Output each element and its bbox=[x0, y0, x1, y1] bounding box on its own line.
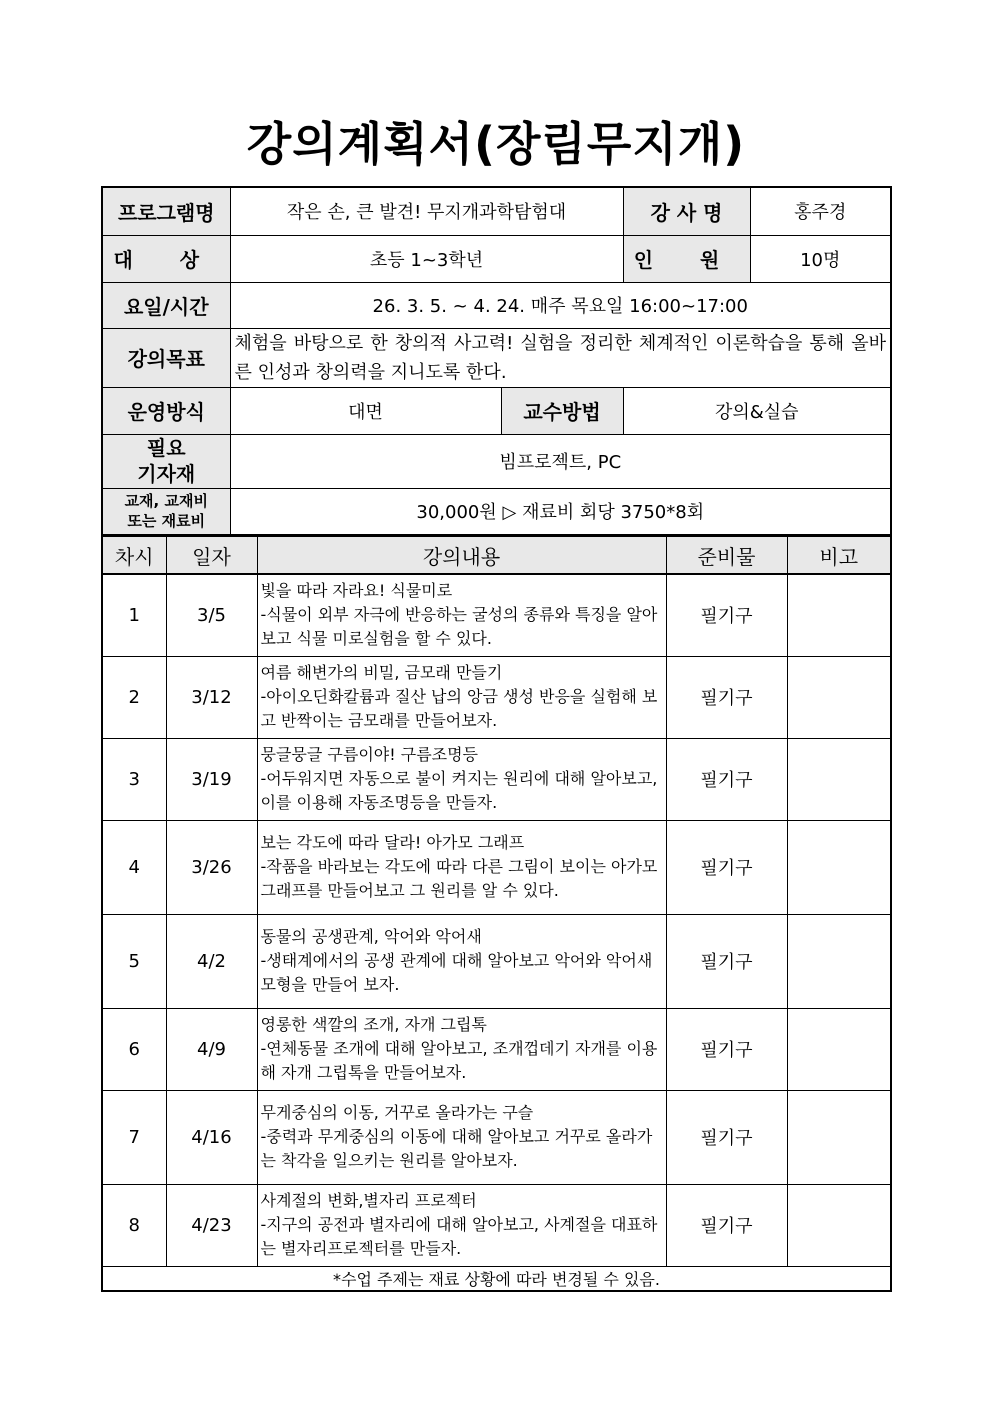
session-title: 사계절의 변화,별자리 프로젝터 bbox=[260, 1191, 477, 1210]
session-description: -연체동물 조개에 대해 알아보고, 조개껍데기 자개를 이용해 자개 그립톡을 만들어보자. bbox=[260, 1039, 658, 1082]
goal-label: 강의목표 bbox=[102, 328, 230, 387]
session-prep: 필기구 bbox=[666, 656, 787, 738]
session-date: 3/26 bbox=[166, 820, 257, 914]
session-title: 빛을 따라 자라요! 식물미로 bbox=[260, 581, 453, 601]
session-note bbox=[787, 656, 891, 738]
target-label: 대 상 bbox=[102, 235, 230, 282]
instructor-label: 강 사 명 bbox=[623, 187, 750, 235]
session-note bbox=[787, 820, 891, 914]
target-value: 초등 1~3학년 bbox=[230, 235, 623, 282]
fee-value: 30,000원 ▷ 재료비 회당 3750*8회 bbox=[230, 488, 891, 535]
table-row bbox=[102, 1184, 891, 1266]
session-note bbox=[787, 1008, 891, 1090]
session-content bbox=[257, 1090, 666, 1184]
header-date: 일자 bbox=[166, 537, 257, 575]
session-title: 보는 각도에 따라 달라! 아가모 그래프 bbox=[260, 833, 525, 852]
session-content bbox=[257, 1008, 666, 1090]
program-value: 작은 손, 큰 발견! 무지개과학탐험대 bbox=[230, 187, 623, 235]
session-note bbox=[787, 738, 891, 820]
session-date: 4/2 bbox=[166, 914, 257, 1008]
goal-value: 체험을 바탕으로 한 창의적 사고력! 실험을 정리한 체계적인 이론학습을 통해 올바른 인성과 창의력을 지니도록 한다. bbox=[230, 328, 891, 387]
session-content bbox=[257, 738, 666, 820]
session-prep: 필기구 bbox=[666, 1008, 787, 1090]
header-session: 차시 bbox=[102, 537, 166, 575]
document-title: 강의계획서(장림무지개) bbox=[246, 117, 746, 171]
session-title: 여름 해변가의 비밀, 금모래 만들기 bbox=[260, 663, 503, 682]
session-note bbox=[787, 1090, 891, 1184]
equip-label-line2: 기자재 bbox=[137, 462, 196, 486]
session-date: 4/23 bbox=[166, 1184, 257, 1266]
session-note bbox=[787, 574, 891, 656]
session-prep: 필기구 bbox=[666, 574, 787, 656]
session-title: 뭉글뭉글 구름이야! 구름조명등 bbox=[260, 745, 479, 764]
session-date: 3/5 bbox=[166, 574, 257, 656]
session-no: 1 bbox=[102, 574, 166, 656]
info-table bbox=[101, 186, 892, 536]
instructor-value: 홍주경 bbox=[750, 187, 891, 235]
table-row bbox=[102, 738, 891, 820]
header-note: 비고 bbox=[787, 537, 891, 575]
program-label: 프로그램명 bbox=[102, 187, 230, 235]
equip-value: 빔프로젝트, PC bbox=[230, 434, 891, 488]
fee-label bbox=[102, 488, 230, 535]
table-row bbox=[102, 1090, 891, 1184]
session-description: -아이오딘화칼륨과 질산 납의 앙금 생성 반응을 실험해 보고 반짝이는 금모래를 만들어보자. bbox=[260, 687, 658, 730]
session-content bbox=[257, 914, 666, 1008]
session-prep: 필기구 bbox=[666, 1090, 787, 1184]
count-label: 인 원 bbox=[623, 235, 750, 282]
session-content bbox=[257, 1184, 666, 1266]
fee-label-line2: 또는 재료비 bbox=[127, 512, 206, 531]
equip-label bbox=[102, 434, 230, 488]
time-value: 26. 3. 5. ~ 4. 24. 매주 목요일 16:00~17:00 bbox=[230, 282, 891, 328]
session-date: 3/19 bbox=[166, 738, 257, 820]
session-title: 영롱한 색깔의 조개, 자개 그립톡 bbox=[260, 1015, 487, 1034]
session-prep: 필기구 bbox=[666, 1184, 787, 1266]
teach-value: 강의&실습 bbox=[623, 387, 891, 434]
method-value: 대면 bbox=[230, 387, 501, 434]
table-row bbox=[102, 656, 891, 738]
session-title: 동물의 공생관계, 악어와 악어새 bbox=[260, 927, 482, 946]
session-description: -식물이 외부 자극에 반응하는 굴성의 종류와 특징을 알아보고 식물 미로실험을 할 수 있다. bbox=[260, 605, 658, 649]
header-content: 강의내용 bbox=[257, 537, 666, 575]
session-prep: 필기구 bbox=[666, 914, 787, 1008]
session-prep: 필기구 bbox=[666, 820, 787, 914]
table-row bbox=[102, 914, 891, 1008]
session-no: 8 bbox=[102, 1184, 166, 1266]
session-no: 2 bbox=[102, 656, 166, 738]
session-content bbox=[257, 656, 666, 738]
session-prep: 필기구 bbox=[666, 738, 787, 820]
session-description: -중력과 무게중심의 이동에 대해 알아보고 거꾸로 올라가는 착각을 일으키는 원리를 알아보자. bbox=[260, 1127, 653, 1170]
session-no: 6 bbox=[102, 1008, 166, 1090]
session-date: 4/9 bbox=[166, 1008, 257, 1090]
session-description: -생태계에서의 공생 관계에 대해 알아보고 악어와 악어새 모형을 만들어 보자. bbox=[260, 951, 653, 994]
session-title: 무게중심의 이동, 거꾸로 올라가는 구슬 bbox=[260, 1103, 534, 1122]
session-no: 4 bbox=[102, 820, 166, 914]
session-no: 3 bbox=[102, 738, 166, 820]
session-note bbox=[787, 1184, 891, 1266]
footnote: *수업 주제는 재료 상황에 따라 변경될 수 있음. bbox=[102, 1266, 891, 1291]
schedule-table bbox=[101, 536, 892, 1292]
table-row bbox=[102, 574, 891, 656]
header-prep: 준비물 bbox=[666, 537, 787, 575]
equip-label-line1: 필요 bbox=[146, 436, 186, 460]
method-label: 운영방식 bbox=[102, 387, 230, 434]
session-description: -지구의 공전과 별자리에 대해 알아보고, 사계절을 대표하는 별자리프로젝터를 만들자. bbox=[260, 1215, 658, 1258]
session-date: 3/12 bbox=[166, 656, 257, 738]
time-label: 요일/시간 bbox=[102, 282, 230, 328]
table-row bbox=[102, 1008, 891, 1090]
session-no: 5 bbox=[102, 914, 166, 1008]
fee-label-line1: 교재, 교재비 bbox=[124, 492, 208, 511]
session-description: -어두워지면 자동으로 불이 켜지는 원리에 대해 알아보고, 이를 이용해 자동조명등을 만들자. bbox=[260, 769, 658, 812]
session-no: 7 bbox=[102, 1090, 166, 1184]
session-content bbox=[257, 820, 666, 914]
teach-label: 교수방법 bbox=[501, 387, 623, 434]
table-row bbox=[102, 820, 891, 914]
session-note bbox=[787, 914, 891, 1008]
session-description: -작품을 바라보는 각도에 따라 다른 그림이 보이는 아가모 그래프를 만들어보고 그 원리를 알 수 있다. bbox=[260, 857, 658, 900]
session-date: 4/16 bbox=[166, 1090, 257, 1184]
session-content bbox=[257, 574, 666, 656]
count-value: 10명 bbox=[750, 235, 891, 282]
